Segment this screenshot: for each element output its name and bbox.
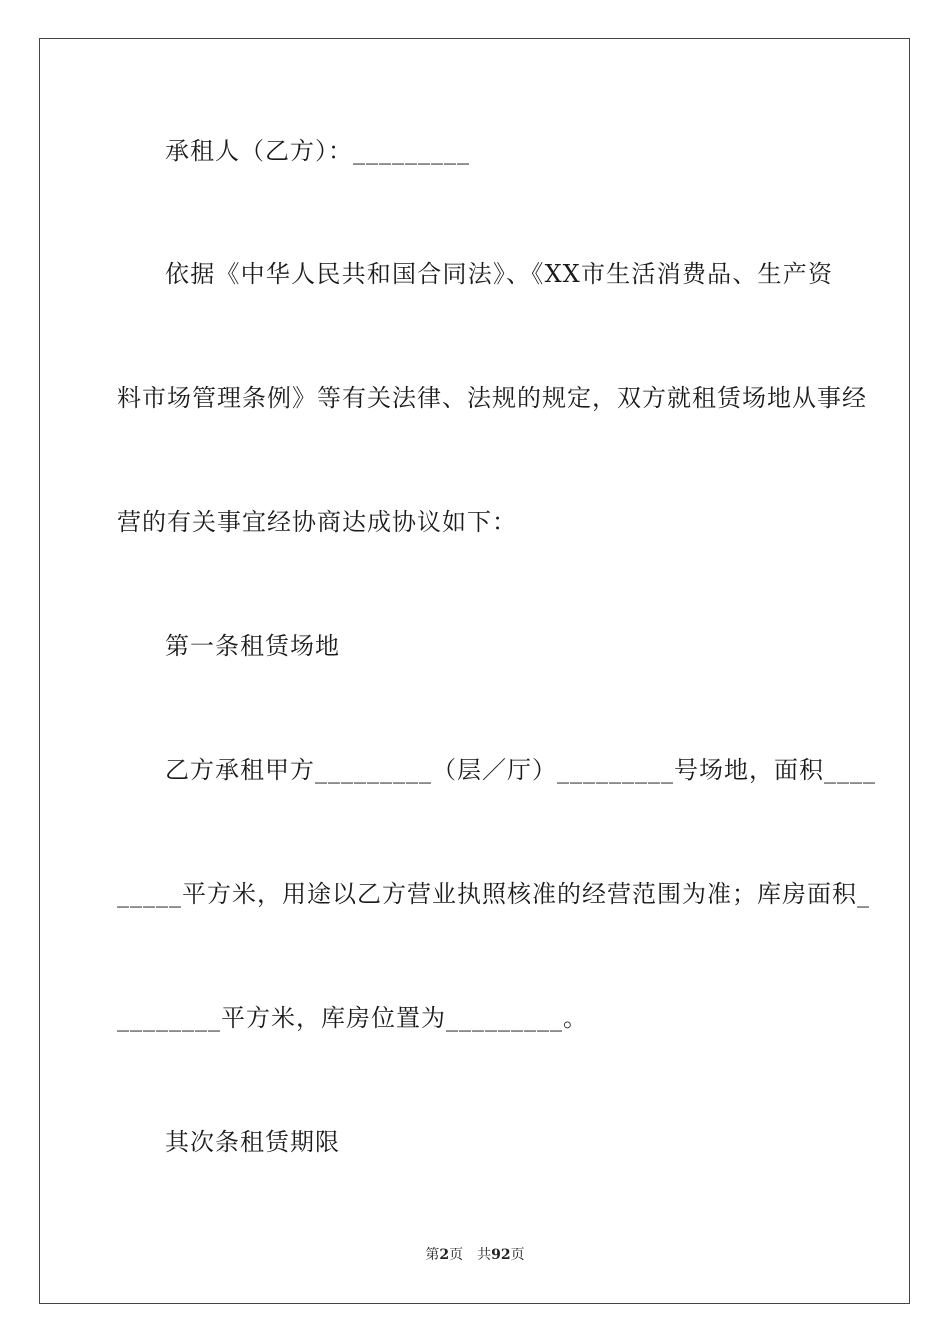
article-2-heading: 其次条租赁期限 — [165, 1128, 340, 1156]
tenant-party-b-line: 承租人（乙方）：_________ — [165, 137, 470, 165]
article-1-line-1: 乙方承租甲方_________（层／厅）_________号场地，面积____ — [165, 756, 876, 784]
page-frame — [39, 38, 910, 1304]
footer-page-total: 92 — [491, 1247, 511, 1263]
article-1-heading: 第一条租赁场地 — [165, 632, 340, 660]
paragraph-basis-line-2: 料市场管理条例》等有关法律、法规的规定，双方就租赁场地从事经 — [117, 384, 867, 412]
footer-page-suffix: 页 — [449, 1247, 464, 1263]
footer-page-current: 2 — [439, 1247, 450, 1263]
paragraph-basis-line-3: 营的有关事宜经协商达成协议如下： — [117, 508, 517, 536]
footer-total-suffix: 页 — [510, 1247, 525, 1263]
footer-total-prefix: 共 — [477, 1247, 492, 1263]
article-1-line-3: ________平方米，库房位置为_________。 — [117, 1004, 588, 1032]
footer-page-prefix: 第 — [425, 1247, 440, 1263]
article-1-line-2: _____平方米，用途以乙方营业执照核准的经营范围为准；库房面积_ — [117, 880, 870, 908]
paragraph-basis-line-1: 依据《中华人民共和国合同法》、《XX市生活消费品、生产资 — [165, 260, 833, 288]
page-footer — [0, 1246, 950, 1264]
